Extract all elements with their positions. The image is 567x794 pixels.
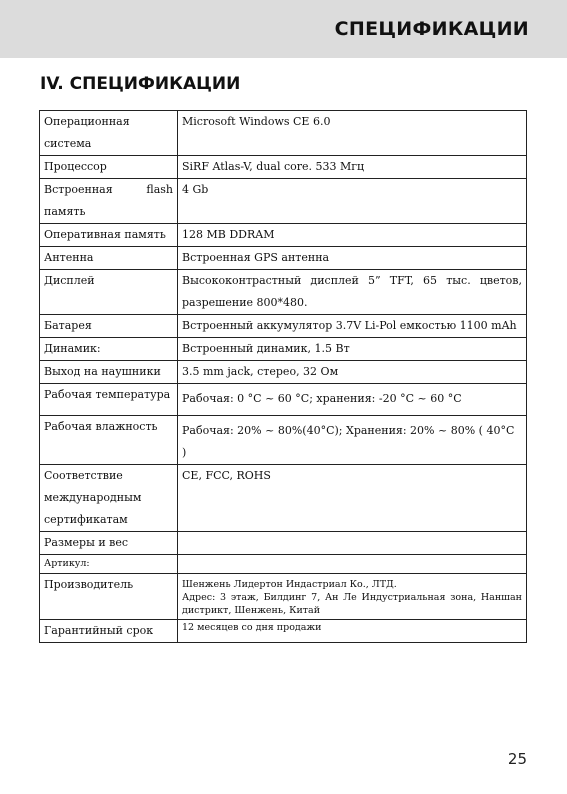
manufacturer-address: Адрес: 3 этаж, Билдинг 7, Ан Ле Индустриальная зона, Наншан дистрикт, Шенжень, Китай xyxy=(182,592,522,616)
table-row xyxy=(40,532,527,555)
row-label-warranty: Гарантийный срок xyxy=(40,620,178,643)
spec-table xyxy=(39,110,527,643)
table-row xyxy=(40,224,527,247)
section-title: IV. СПЕЦИФИКАЦИИ xyxy=(40,74,241,94)
row-label-display: Дисплей xyxy=(40,270,178,315)
row-label-temperature: Рабочая температура xyxy=(40,384,178,416)
header-band xyxy=(0,0,567,58)
table-row xyxy=(40,465,527,532)
row-value-flash: 4 Gb xyxy=(178,179,527,224)
row-value-cpu: SiRF Atlas-V, dual core. 533 Мгц xyxy=(178,156,527,179)
table-row xyxy=(40,156,527,179)
row-value-os: Microsoft Windows CE 6.0 xyxy=(178,111,527,156)
table-row xyxy=(40,620,527,643)
row-value-article xyxy=(178,555,527,574)
table-row xyxy=(40,555,527,574)
table-row xyxy=(40,416,527,465)
row-value-dimensions xyxy=(178,532,527,555)
table-row xyxy=(40,270,527,315)
row-label-speaker: Динамик: xyxy=(40,338,178,361)
table-row xyxy=(40,574,527,620)
header-title: СПЕЦИФИКАЦИИ xyxy=(334,18,529,40)
table-row xyxy=(40,384,527,416)
manufacturer-name: Шенжень Лидертон Индастриал Ко., ЛТД. xyxy=(182,579,397,590)
row-label-ram: Оперативная память xyxy=(40,224,178,247)
row-value-headphones: 3.5 mm jack, стерео, 32 Ом xyxy=(178,361,527,384)
row-label-article: Артикул: xyxy=(40,555,178,574)
table-row xyxy=(40,338,527,361)
row-value-manufacturer xyxy=(178,574,527,620)
row-label-certificates: Соответствие международным сертификатам xyxy=(40,465,178,532)
table-row xyxy=(40,361,527,384)
page-number: 25 xyxy=(507,750,527,768)
row-value-temperature: Рабочая: 0 °C ~ 60 °C; хранения: -20 °C ~ 60 °C xyxy=(178,384,527,416)
row-label-os: Операционная система xyxy=(40,111,178,156)
row-value-display: Высококонтрастный дисплей 5” TFT, 65 тыс. цветов, разрешение 800*480. xyxy=(178,270,527,315)
row-label-manufacturer: Производитель xyxy=(40,574,178,620)
row-label-headphones: Выход на наушники xyxy=(40,361,178,384)
row-label-flash: Встроенная flash память xyxy=(40,179,178,224)
row-value-ram: 128 MB DDRAM xyxy=(178,224,527,247)
table-row xyxy=(40,247,527,270)
row-label-humidity: Рабочая влажность xyxy=(40,416,178,465)
table-row xyxy=(40,315,527,338)
row-value-certificates: CE, FCC, ROHS xyxy=(178,465,527,532)
row-label-battery: Батарея xyxy=(40,315,178,338)
row-label-dimensions: Размеры и вес xyxy=(40,532,178,555)
table-row xyxy=(40,179,527,224)
row-value-humidity: Рабочая: 20% ~ 80%(40°C); Хранения: 20% ~ 80% ( 40°C ) xyxy=(178,416,527,465)
row-value-warranty: 12 месяцев со дня продажи xyxy=(178,620,527,643)
row-value-battery: Встроенный аккумулятор 3.7V Li-Pol емкостью 1100 mAh xyxy=(178,315,527,338)
row-label-antenna: Антенна xyxy=(40,247,178,270)
row-value-antenna: Встроенная GPS антенна xyxy=(178,247,527,270)
row-label-cpu: Процессор xyxy=(40,156,178,179)
row-value-speaker: Встроенный динамик, 1.5 Вт xyxy=(178,338,527,361)
table-row xyxy=(40,111,527,156)
